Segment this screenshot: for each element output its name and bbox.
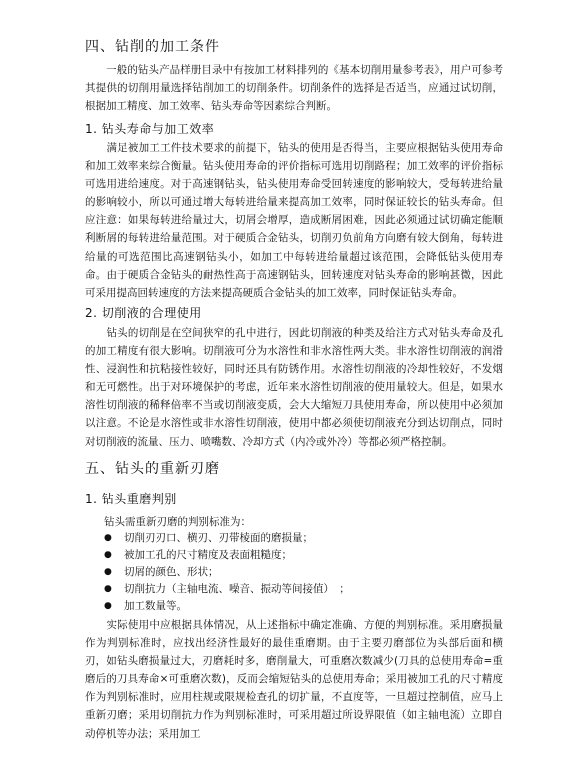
section-5-closing: 实际使用中应根据具体情况，从上述指标中确定准确、方便的判别标准。采用磨损量作为判别标准时，应找出经济性最好的最佳重磨期。由于主要刃磨部位为头部后面和横刃，如钻头磨损量过大，刃磨耗时多，磨削量大，可重磨次数减少(刀具的总使用寿命=重磨后的刀具寿命×可重磨次数)，反而会缩短钻头的总使用寿命；采用被加工孔的尺寸精度作为判别标准时，应用柱规或限规检查孔的切扩量，不直度等，一旦超过控制值，应马上重新刃磨；采用切削抗力作为判别标准时，可采用超过所设界限值（如主轴电流）立即自动停机等办法；采用加工: [85, 619, 503, 740]
criteria-item: ● 切削抗力（主轴电流、噪音、振动等间接值） ；: [104, 581, 350, 598]
subsection-4-2-heading: 2. 切削液的合理使用: [85, 306, 202, 320]
section-4-intro: 一般的钻头产品样册目录中有按加工材料排列的《基本切削用量参考表》，用户可参考其提供的切削用量选择钻削加工的切削条件。切削条件的选择是否适当，应通过试切削，根据加工精度、加工效率、钻头寿命等因素综合判断。: [85, 64, 503, 113]
section-5-heading: 五、钻头的重新刃磨: [85, 461, 220, 477]
subsection-4-1-text: 满足被加工工件技术要求的前提下，钻头的使用是否得当，主要应根据钻头使用寿命和加工效率来综合衡量。钻头使用寿命的评价指标可选用切削路程；加工效率的评价指标可选用进给速度。对于高速钢钻头，钻头使用寿命受回转速度的影响较大，受每转进给量的影响较小，所以可通过增大每转进给量来提高加工效率，同时保证较长的钻头寿命。但应注意：如果每转进给量过大，切屑会增厚，造成断屑困难，因此必须通过试切确定能顺利断屑的每转进给量范围。对于硬质合金钻头，切削刃负前角方向磨有较大倒角，每转进给量的可选范围比高速钢钻头小，如加工中每转进给量超过该范围，会降低钻头使用寿命。由于硬质合金钻头的耐热性高于高速钢钻头，回转速度对钻头寿命的影响甚微，因此可采用提高回转速度的方法来提高硬质合金钻头的加工效率，同时保证钻头寿命。: [85, 142, 503, 299]
criteria-item: ● 切削刃刃口、横刃、刃带棱面的磨损量；: [104, 530, 350, 547]
subsection-4-1-heading: 1. 钻头寿命与加工效率: [85, 122, 215, 136]
criteria-lead: 钻头需重新刃磨的判别标准为：: [104, 516, 251, 528]
criteria-item: ● 切屑的颜色、形状；: [104, 564, 350, 581]
subsection-4-2-text: 钻头的切削是在空间狭窄的孔中进行，因此切削液的种类及给注方式对钻头寿命及孔的加工精度有很大影响。切削液可分为水溶性和非水溶性两大类。非水溶性切削液的润滑性、浸润性和抗粘接性较好，同时还具有防锈作用。水溶性切削液的冷却性较好，不发烟和无可燃性。出于对环境保护的考虑，近年来水溶性切削液的使用量较大。但是，如果水溶性切削液的稀释倍率不当或切削液变质，会大大缩短刀具使用寿命，所以使用中必须加以注意。不论是水溶性或非水溶性切削液，使用中都必须使切削液充分到达切削点，同时对切削液的流量、压力、喷嘴数、冷却方式（内冷或外冷）等都必须严格控制。: [85, 327, 503, 448]
criteria-list: [104, 530, 350, 615]
criteria-item: ● 加工数量等。: [104, 598, 350, 615]
subsection-5-1-heading: 1. 钻头重磨判别: [85, 492, 177, 506]
criteria-item: ● 被加工孔的尺寸精度及表面粗糙度；: [104, 547, 350, 564]
section-4-heading: 四、钻削的加工条件: [85, 39, 220, 55]
